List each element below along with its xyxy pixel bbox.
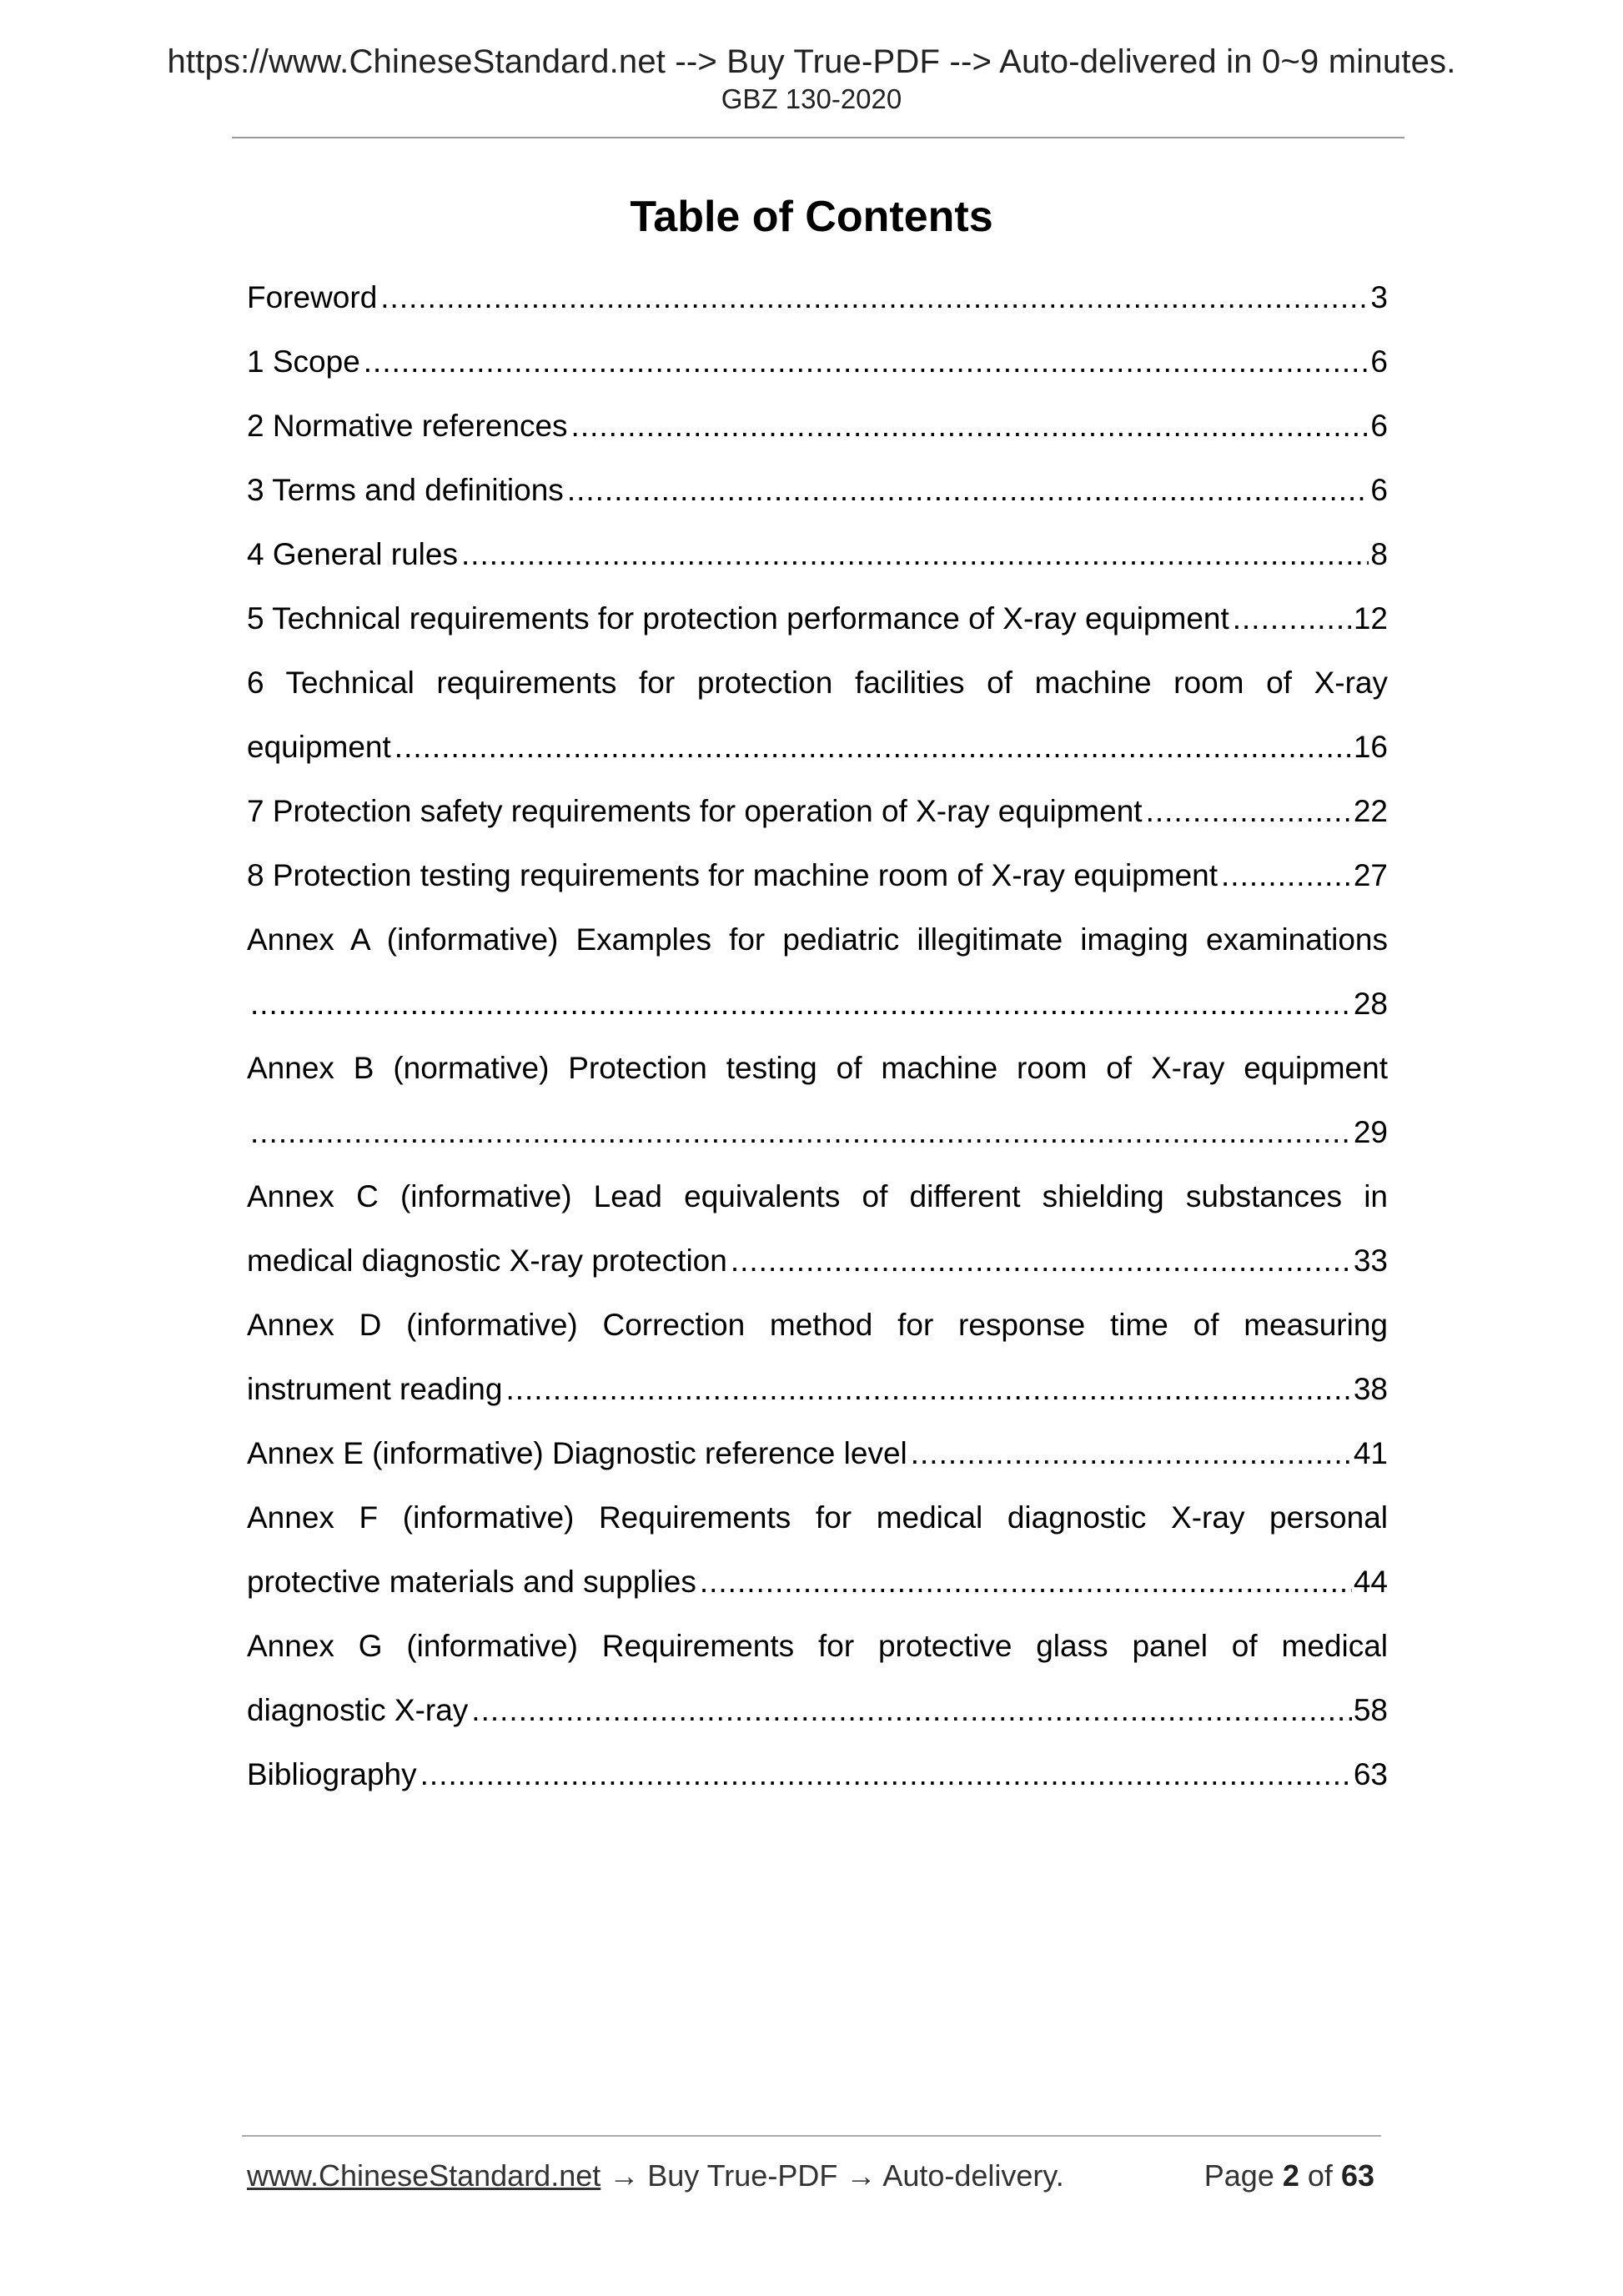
toc-entry-title-line: Annex D (informative) Correction method for response time of measuring [247, 1308, 1388, 1342]
toc-entry[interactable] [247, 779, 1388, 843]
toc-entry-line [247, 522, 1388, 586]
dot-leader [394, 715, 1352, 779]
toc-entry-text: diagnostic X-ray [247, 1693, 469, 1727]
toc-entry-page: 28 [1353, 987, 1388, 1021]
toc-entry-line [247, 843, 1388, 907]
dot-leader [250, 972, 1352, 1036]
toc-entry[interactable] [247, 522, 1388, 586]
toc-entry-line [247, 586, 1388, 651]
dot-leader [364, 329, 1369, 394]
toc-entry-line [247, 329, 1388, 394]
toc-entry-page: 6 [1370, 473, 1388, 507]
toc-entry[interactable] [247, 394, 1388, 458]
toc-entry-text: medical diagnostic X-ray protection [247, 1243, 727, 1278]
footer-site-link[interactable]: www.ChineseStandard.net [247, 2158, 601, 2193]
toc-entry-line [247, 1742, 1388, 1806]
toc-entry-line [247, 715, 1388, 779]
page-total: 63 [1340, 2158, 1374, 2193]
toc-entry-text: Annex E (informative) Diagnostic reference level [247, 1436, 907, 1470]
toc-entry-line [247, 394, 1388, 458]
of-word: of [1307, 2158, 1333, 2193]
toc-entry-page: 44 [1353, 1565, 1388, 1599]
toc-entry[interactable] [247, 1293, 1388, 1421]
toc-entry-line [247, 1100, 1388, 1164]
toc-entry-line [247, 779, 1388, 843]
toc-entry-page: 38 [1353, 1372, 1388, 1406]
page-indicator [1204, 2158, 1374, 2193]
toc-entry-text: 4 General rules [247, 537, 458, 571]
dot-leader [1233, 586, 1352, 651]
dot-leader [731, 1228, 1352, 1293]
toc-entry-page: 63 [1353, 1757, 1388, 1791]
footer-divider [242, 2135, 1381, 2137]
toc-entry-text: Foreword [247, 280, 378, 314]
dot-leader [571, 394, 1369, 458]
toc-entry[interactable] [247, 1421, 1388, 1485]
dot-leader [505, 1357, 1351, 1421]
toc-entry-title-line: Annex C (informative) Lead equivalents of different shielding substances in [247, 1179, 1388, 1213]
toc-entry-title-line: 6 Technical requirements for protection facilities of machine room of X-ray [247, 666, 1388, 700]
header-divider [232, 137, 1404, 138]
toc-entry-page: 16 [1353, 730, 1388, 764]
toc-entry-page: 8 [1370, 537, 1388, 571]
toc-entry-title-line: Annex G (informative) Requirements for protective glass panel of medical [247, 1629, 1388, 1663]
toc-entry-page: 58 [1353, 1693, 1388, 1727]
toc-entry-text: Bibliography [247, 1757, 417, 1791]
page-footer [247, 2158, 1374, 2193]
table-of-contents [247, 265, 1388, 1806]
dot-leader [567, 458, 1369, 522]
page-word: Page [1203, 2158, 1274, 2193]
toc-entry-page: 33 [1353, 1243, 1388, 1278]
toc-entry-title-line: Annex B (normative) Protection testing of machine room of X-ray equipment [247, 1051, 1388, 1085]
dot-leader [1146, 779, 1352, 843]
toc-entry-text: equipment [247, 730, 391, 764]
toc-entry[interactable] [247, 1485, 1388, 1614]
toc-entry[interactable] [247, 586, 1388, 651]
footer-tagline: → Buy True-PDF → Auto-delivery. [600, 2158, 1064, 2193]
toc-entry-title-line: Annex F (informative) Requirements for medical diagnostic X-ray personal [247, 1500, 1388, 1535]
toc-entry[interactable] [247, 1742, 1388, 1806]
toc-entry[interactable] [247, 651, 1388, 779]
dot-leader [471, 1678, 1352, 1742]
toc-entry[interactable] [247, 329, 1388, 394]
toc-entry-page: 27 [1353, 858, 1388, 892]
toc-entry-line [247, 972, 1388, 1036]
footer-left [247, 2158, 1064, 2193]
toc-entry-text: 2 Normative references [247, 409, 568, 443]
toc-entry-text: instrument reading [247, 1372, 503, 1406]
toc-entry-page: 12 [1353, 601, 1388, 636]
toc-entry-page: 3 [1370, 280, 1388, 314]
toc-entry-line [247, 1550, 1388, 1614]
toc-entry-line [247, 458, 1388, 522]
dot-leader [1221, 843, 1352, 907]
toc-entry[interactable] [247, 1614, 1388, 1742]
toc-entry[interactable] [247, 1036, 1388, 1164]
dot-leader [461, 522, 1369, 586]
toc-entry-text: 7 Protection safety requirements for operation of X-ray equipment [247, 794, 1143, 828]
toc-entry-text: 8 Protection testing requirements for machine room of X-ray equipment [247, 858, 1219, 892]
toc-entry-page: 22 [1353, 794, 1388, 828]
document-code: GBZ 130-2020 [721, 83, 902, 114]
toc-entry[interactable] [247, 843, 1388, 907]
page-title: Table of Contents [630, 193, 993, 241]
toc-entry-title-line: Annex A (informative) Examples for pediatric illegitimate imaging examinations [247, 922, 1388, 957]
toc-entry-text: protective materials and supplies [247, 1565, 696, 1599]
toc-entry-page: 6 [1370, 409, 1388, 443]
dot-leader [911, 1421, 1352, 1485]
dot-leader [420, 1742, 1352, 1806]
toc-entry[interactable] [247, 1164, 1388, 1293]
toc-entry-line [247, 1228, 1388, 1293]
page-number: 2 [1282, 2158, 1299, 2193]
toc-entry[interactable] [247, 265, 1388, 329]
toc-entry-line [247, 1421, 1388, 1485]
toc-entry[interactable] [247, 458, 1388, 522]
dot-leader [700, 1550, 1352, 1614]
toc-entry-text: 5 Technical requirements for protection performance of X-ray equipment [247, 601, 1229, 636]
header-banner: https://www.ChineseStandard.net --> Buy True-PDF --> Auto-delivered in 0~9 minutes. [167, 43, 1456, 80]
toc-entry-line [247, 1357, 1388, 1421]
toc-entry-text: 3 Terms and definitions [247, 473, 564, 507]
toc-entry-page: 6 [1370, 344, 1388, 379]
toc-entry-page: 41 [1353, 1436, 1388, 1470]
toc-entry-text: 1 Scope [247, 344, 360, 379]
toc-entry-line [247, 265, 1388, 329]
toc-entry[interactable] [247, 907, 1388, 1036]
dot-leader [380, 265, 1369, 329]
toc-entry-line [247, 1678, 1388, 1742]
dot-leader [250, 1100, 1352, 1164]
toc-entry-page: 29 [1353, 1115, 1388, 1149]
